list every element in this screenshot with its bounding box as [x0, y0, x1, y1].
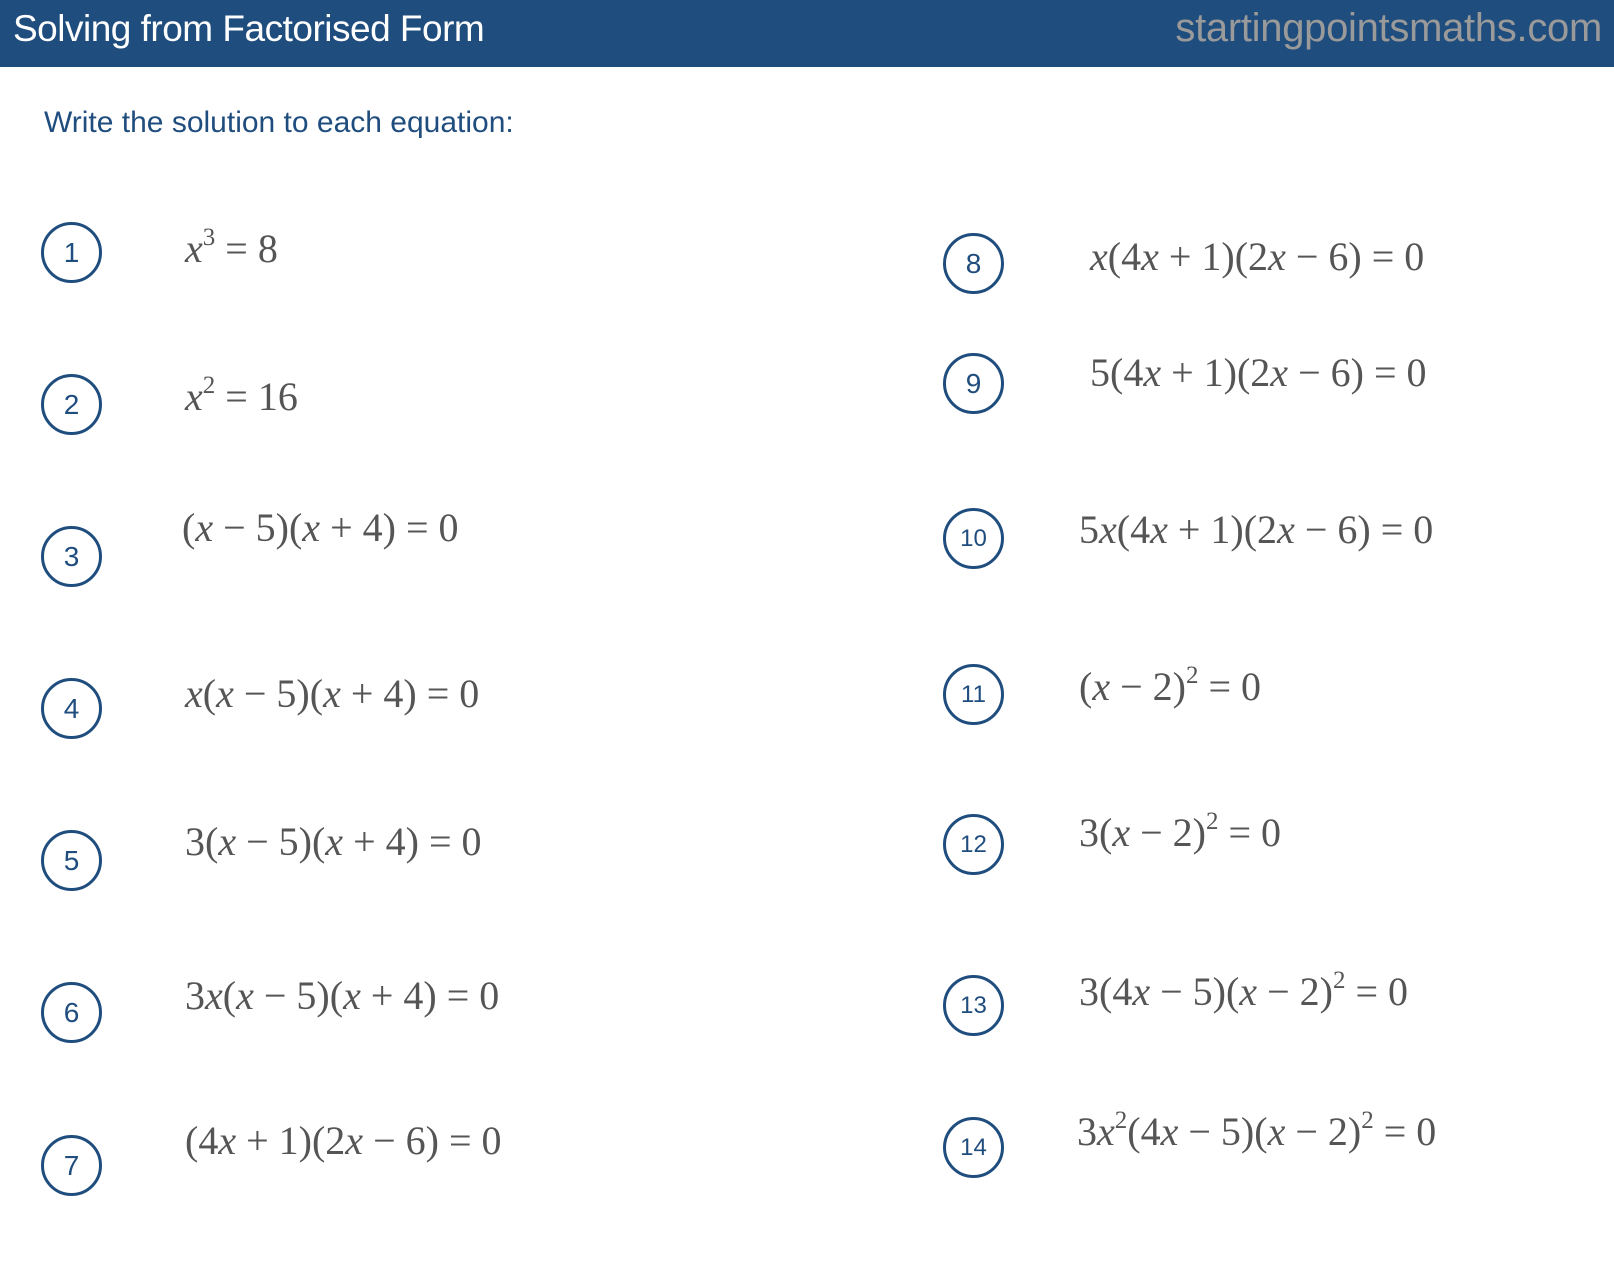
equation-text: − 5)(	[1150, 969, 1240, 1014]
equation	[185, 818, 482, 865]
variable: x	[343, 973, 361, 1018]
question-number-badge: 7	[41, 1135, 102, 1196]
equation-text: − 2)	[1257, 969, 1333, 1014]
variable: x	[236, 973, 254, 1018]
equation-text: 3(	[185, 819, 219, 864]
question-number-badge: 12	[943, 814, 1004, 875]
exponent: 2	[1332, 967, 1346, 994]
equation-text: + 1)(2	[236, 1118, 346, 1163]
equation-text: (	[182, 505, 196, 550]
equation-text: = 8	[215, 226, 278, 271]
equation-text: − 5)(	[253, 973, 344, 1018]
site-name: startingpointsmaths.com	[1175, 6, 1602, 50]
exponent: 2	[1114, 1107, 1128, 1134]
equation-text: + 1)(2	[1167, 507, 1278, 552]
variable: x	[218, 1118, 237, 1163]
equation-text: 5	[1079, 507, 1099, 552]
question-number-badge: 10	[943, 508, 1004, 569]
equation	[185, 224, 278, 272]
instructions: Write the solution to each equation:	[44, 106, 514, 139]
equation-text: − 6) = 0	[363, 1118, 502, 1163]
equation	[185, 972, 499, 1019]
question-number-badge: 9	[943, 353, 1004, 414]
question-number-badge: 4	[41, 678, 102, 739]
variable: x	[1097, 1109, 1115, 1154]
variable: x	[325, 819, 344, 864]
variable: x	[1277, 507, 1295, 552]
equation-text: − 6) = 0	[1294, 507, 1434, 552]
variable: x	[1270, 350, 1289, 395]
variable: x	[1099, 507, 1117, 552]
equation-text: = 0	[1373, 1109, 1437, 1154]
equation-text: + 4) = 0	[343, 819, 482, 864]
variable: x	[345, 1118, 364, 1163]
equation-text: (4	[185, 1118, 219, 1163]
equation-text: + 4) = 0	[320, 505, 459, 550]
variable: x	[1141, 234, 1159, 279]
exponent: 2	[1185, 662, 1199, 689]
equation-text: − 5)(	[236, 819, 326, 864]
equation	[185, 372, 298, 420]
variable: x	[302, 505, 321, 550]
exponent: 2	[1205, 808, 1219, 835]
question-number-badge: 11	[943, 664, 1004, 725]
question-number-badge: 3	[41, 526, 102, 587]
header-bar	[0, 0, 1614, 67]
equation-text: (4	[1107, 234, 1142, 279]
equation-text: (	[202, 671, 217, 716]
variable: x	[1267, 1109, 1286, 1154]
question-number-badge: 5	[41, 830, 102, 891]
equation-text: 5(4	[1090, 350, 1144, 395]
equation-text: 3	[1077, 1109, 1097, 1154]
question-number-badge: 8	[943, 233, 1004, 294]
equation-text: − 2)	[1110, 664, 1186, 709]
equation	[1079, 662, 1261, 710]
equation-text: − 6) = 0	[1285, 234, 1425, 279]
variable: x	[1092, 664, 1111, 709]
question-number-badge: 2	[41, 374, 102, 435]
equation-text: = 0	[1198, 664, 1262, 709]
variable: x	[1239, 969, 1258, 1014]
page-title: Solving from Factorised Form	[13, 8, 485, 49]
variable: x	[1268, 234, 1286, 279]
equation-text: (4	[1116, 507, 1151, 552]
variable: x	[185, 226, 203, 271]
equation-text: (	[1079, 664, 1093, 709]
variable: x	[1090, 234, 1108, 279]
equation-text: + 1)(2	[1161, 350, 1271, 395]
exponent: 2	[1361, 1107, 1374, 1134]
variable: x	[205, 973, 223, 1018]
variable: x	[185, 374, 203, 419]
variable: x	[323, 671, 341, 716]
equation-text: − 5)(	[1178, 1109, 1268, 1154]
variable: x	[1132, 969, 1151, 1014]
equation-text: − 2)	[1285, 1109, 1362, 1154]
exponent: 2	[202, 372, 216, 399]
equation-text: − 2)	[1130, 810, 1206, 855]
exponent: 3	[202, 224, 216, 251]
question-number-badge: 14	[943, 1117, 1004, 1178]
equation	[1079, 967, 1408, 1015]
equation-text: + 4) = 0	[360, 973, 500, 1018]
equation-text: 3	[185, 973, 205, 1018]
equation-text: + 4) = 0	[340, 671, 480, 716]
equation-text: 3(	[1079, 810, 1113, 855]
equation	[1077, 1107, 1436, 1155]
equation-text: (4	[1127, 1109, 1161, 1154]
equation-text: 3(4	[1079, 969, 1133, 1014]
equation	[185, 670, 479, 717]
equation	[182, 504, 459, 551]
equation	[1079, 506, 1433, 553]
equation	[1079, 808, 1281, 856]
equation-text: = 0	[1218, 810, 1282, 855]
variable: x	[1150, 507, 1168, 552]
equation	[1090, 233, 1424, 280]
variable: x	[1143, 350, 1162, 395]
equation	[1090, 349, 1427, 396]
equation-text: = 0	[1345, 969, 1409, 1014]
variable: x	[216, 671, 234, 716]
question-number-badge: 1	[41, 222, 102, 283]
equation-text: − 5)(	[233, 671, 324, 716]
equation-text: = 16	[215, 374, 298, 419]
variable: x	[185, 671, 203, 716]
equation-text: (	[222, 973, 237, 1018]
equation-text: + 1)(2	[1158, 234, 1269, 279]
question-number-badge: 6	[41, 982, 102, 1043]
equation-text: − 6) = 0	[1288, 350, 1427, 395]
equation-text: − 5)(	[213, 505, 303, 550]
variable: x	[1112, 810, 1131, 855]
question-number-badge: 13	[943, 975, 1004, 1036]
variable: x	[1160, 1109, 1179, 1154]
variable: x	[218, 819, 237, 864]
variable: x	[195, 505, 214, 550]
equation	[185, 1117, 502, 1164]
